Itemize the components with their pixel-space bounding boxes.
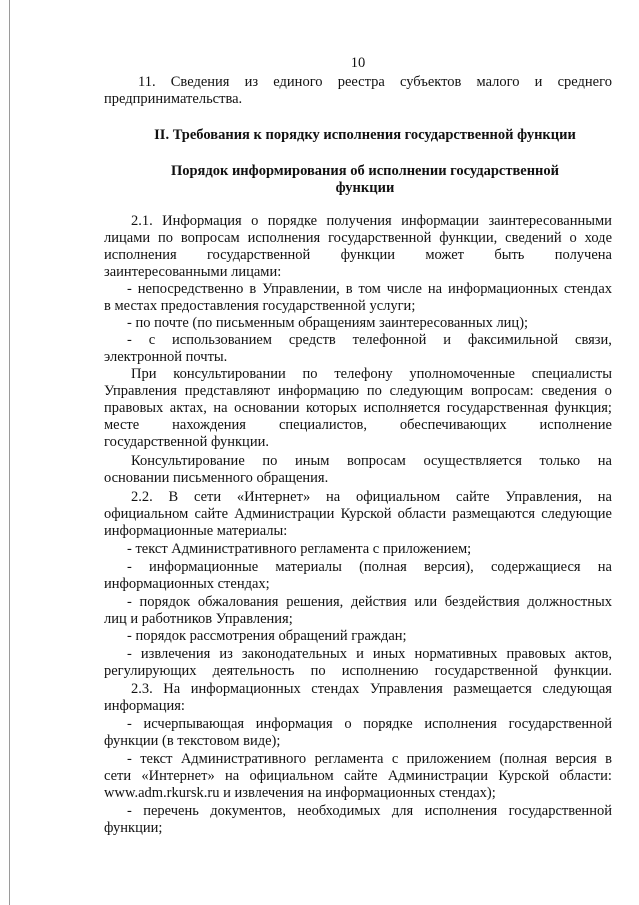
word: информацию xyxy=(278,383,360,399)
word: по xyxy=(302,366,318,382)
body-line: государственной функции. xyxy=(104,434,269,450)
word: приложением xyxy=(406,751,491,767)
word: Консультирование xyxy=(131,453,245,469)
word: на xyxy=(427,281,443,297)
word: регламента xyxy=(314,751,384,767)
word: том xyxy=(358,281,381,297)
word: Курской xyxy=(340,506,392,522)
body-line: основании письменного обращения. xyxy=(104,470,329,486)
word: Сведения xyxy=(170,74,230,90)
word: телефону xyxy=(334,366,393,382)
list-item-11-line-1 xyxy=(138,74,612,91)
word: материалы xyxy=(275,559,342,575)
body-line xyxy=(131,681,612,698)
word: информационных xyxy=(448,281,559,297)
word: стендах xyxy=(311,681,360,697)
list-item-11-line-2: предпринимательства. xyxy=(104,91,243,107)
word: представляют xyxy=(184,383,271,399)
body-line xyxy=(127,559,612,576)
word: Администрации xyxy=(234,506,335,522)
word: которых xyxy=(306,400,358,416)
word: о xyxy=(569,230,577,246)
word: 2.2. xyxy=(131,489,153,505)
word: содержащиеся xyxy=(490,559,581,575)
word: сети xyxy=(104,768,132,784)
word: государственной xyxy=(434,663,538,679)
word: - xyxy=(127,646,132,662)
word: исполнению xyxy=(341,663,419,679)
body-line: функции; xyxy=(104,820,163,836)
word: числе xyxy=(386,281,422,297)
body-line xyxy=(131,366,612,383)
word: Управлении, xyxy=(262,281,340,297)
word: версия xyxy=(555,751,597,767)
word: Информация xyxy=(162,213,242,229)
word: нормативных xyxy=(414,646,498,662)
word: деятельность xyxy=(212,663,295,679)
word: необходимых xyxy=(297,803,381,819)
word: непосредственно xyxy=(137,281,244,297)
word: - xyxy=(127,751,132,767)
word: исполнение xyxy=(539,417,612,433)
word: действия xyxy=(351,594,407,610)
body-line xyxy=(104,768,612,785)
word: При xyxy=(131,366,157,382)
word: информационных xyxy=(190,681,301,697)
word: Управления xyxy=(369,681,443,697)
word: о xyxy=(251,213,259,229)
body-line: заинтересованными лицами: xyxy=(104,264,282,280)
word: из xyxy=(219,646,233,662)
word: использованием xyxy=(172,332,272,348)
body-line xyxy=(104,230,612,247)
word: о xyxy=(344,716,352,732)
word: области xyxy=(397,506,447,522)
word: в xyxy=(605,751,612,767)
word: - xyxy=(127,803,132,819)
word: средств xyxy=(288,332,336,348)
word: государственной xyxy=(508,803,612,819)
body-line xyxy=(127,751,612,768)
word: сайте xyxy=(194,506,229,522)
body-line xyxy=(104,400,612,417)
word: стендах xyxy=(563,281,612,297)
word: обжалования xyxy=(197,594,279,610)
word: Администрации xyxy=(387,768,489,784)
word: извлечения xyxy=(140,646,211,662)
word: на xyxy=(224,768,240,784)
word: 2.1. xyxy=(131,213,153,229)
word: законодательных xyxy=(241,646,348,662)
word: государственная xyxy=(446,400,549,416)
word: по xyxy=(366,383,382,399)
word: порядок xyxy=(139,594,191,610)
word: версия), xyxy=(424,559,474,575)
body-line xyxy=(127,716,612,733)
word: правовых xyxy=(506,646,566,662)
word: и xyxy=(443,332,452,348)
word: малого xyxy=(476,74,520,90)
word: в xyxy=(249,281,257,297)
word: уполномоченные xyxy=(409,366,515,382)
body-line: информация: xyxy=(104,698,185,714)
word: официальном xyxy=(104,506,189,522)
body-line xyxy=(104,417,612,434)
word: информации xyxy=(401,213,480,229)
word: получена xyxy=(554,247,612,263)
word: с xyxy=(148,332,156,348)
word: в xyxy=(345,281,353,297)
word: «Интернет» xyxy=(236,489,311,505)
word: на xyxy=(597,489,612,505)
word: (полная xyxy=(359,559,407,575)
body-line xyxy=(127,646,612,663)
body-line: в местах предоставления государственной услуги; xyxy=(104,298,416,314)
word: порядке xyxy=(267,213,318,229)
word: актов, xyxy=(574,646,612,662)
word: (полная xyxy=(499,751,548,767)
word: текст xyxy=(140,751,173,767)
word: для xyxy=(391,803,414,819)
word: вопросам xyxy=(180,230,240,246)
word: нахождения xyxy=(172,417,246,433)
word: субъектов xyxy=(400,74,462,90)
subheading-line-2: функции xyxy=(335,180,395,196)
word: - xyxy=(127,281,132,297)
body-line: - порядок рассмотрения обращений граждан; xyxy=(127,628,407,644)
body-line xyxy=(127,594,612,611)
word: официальном xyxy=(249,768,334,784)
word: и xyxy=(534,74,543,90)
body-line xyxy=(131,453,612,470)
word: ходе xyxy=(584,230,612,246)
word: бездействия xyxy=(444,594,520,610)
word: функции. xyxy=(554,663,612,679)
word: единого xyxy=(273,74,323,90)
word: регулирующих xyxy=(104,663,197,679)
word: исчерпывающая xyxy=(143,716,245,732)
word: на xyxy=(326,489,341,505)
word: реестра xyxy=(337,74,385,90)
word: На xyxy=(163,681,181,697)
word: исполнения xyxy=(247,230,321,246)
word: Управления xyxy=(104,383,177,399)
word: по xyxy=(310,663,326,679)
word: 11. xyxy=(138,74,156,90)
word: месте xyxy=(104,417,140,433)
word: сайте xyxy=(456,489,490,505)
word: осуществляется xyxy=(423,453,522,469)
word: «Интернет» xyxy=(141,768,215,784)
body-line xyxy=(131,489,612,506)
body-line: информационных стендах; xyxy=(104,576,270,592)
body-line: - текст Административного регламента с приложением; xyxy=(127,541,472,557)
word: решения, xyxy=(286,594,344,610)
word: о xyxy=(604,383,612,399)
word: перечень xyxy=(143,803,199,819)
word: исполняется xyxy=(363,400,441,416)
word: факсимильной xyxy=(467,332,559,348)
word: основании xyxy=(234,400,300,416)
word: на xyxy=(597,453,612,469)
body-line xyxy=(104,383,612,400)
word: - xyxy=(127,332,132,348)
page-number: 10 xyxy=(350,55,366,71)
body-line: www.adm.rkursk.ru и извлечения на информационных стендах); xyxy=(104,785,496,801)
word: среднего xyxy=(557,74,612,90)
word: сети xyxy=(193,489,222,505)
word: или xyxy=(414,594,438,610)
word: быть xyxy=(494,247,525,263)
word: с xyxy=(391,751,399,767)
word: по xyxy=(262,453,278,469)
word: следующие xyxy=(541,506,612,522)
body-line: - по почте (по письменным обращениям заинтересованных лиц); xyxy=(127,315,529,331)
word: вопросам: xyxy=(470,383,534,399)
word: Административного xyxy=(180,751,307,767)
word: В xyxy=(168,489,179,505)
word: государственной xyxy=(328,230,432,246)
word: может xyxy=(425,247,465,263)
word: следующая xyxy=(542,681,612,697)
word: иных xyxy=(372,646,406,662)
word: Управления, xyxy=(505,489,582,505)
word: актах, xyxy=(169,400,207,416)
word: функция; xyxy=(554,400,612,416)
word: следующим xyxy=(389,383,464,399)
word: государственной xyxy=(508,716,612,732)
word: 2.3. xyxy=(131,681,153,697)
word: информационные xyxy=(149,559,259,575)
word: размещается xyxy=(453,681,532,697)
word: - xyxy=(127,559,132,575)
word: области: xyxy=(559,768,612,784)
word: получения xyxy=(326,213,392,229)
word: специалистов, xyxy=(278,417,367,433)
word: государственной xyxy=(206,247,311,263)
body-line: функции (в текстовом виде); xyxy=(104,733,281,749)
scan-edge-line xyxy=(9,0,10,905)
body-line: электронной почты. xyxy=(104,349,228,365)
word: связи, xyxy=(575,332,612,348)
word: из xyxy=(244,74,259,90)
word: должностных xyxy=(527,594,612,610)
word: исполнения xyxy=(104,247,177,263)
word: сведений xyxy=(505,230,562,246)
body-line xyxy=(127,281,612,298)
word: исполнения xyxy=(424,716,497,732)
word: лицами xyxy=(104,230,151,246)
section-heading: II. Требования к порядку исполнения государственной функции xyxy=(154,127,576,143)
body-line xyxy=(104,247,612,264)
word: функции, xyxy=(439,230,498,246)
word: вопросам xyxy=(347,453,406,469)
body-line xyxy=(104,506,612,523)
body-line xyxy=(104,663,612,680)
word: на xyxy=(597,559,612,575)
word: документов, xyxy=(210,803,287,819)
word: функции xyxy=(340,247,396,263)
word: официальном xyxy=(355,489,441,505)
word: на xyxy=(213,400,228,416)
word: только xyxy=(539,453,581,469)
word: сведения xyxy=(541,383,597,399)
subheading-line-1: Порядок информирования об исполнении государственной xyxy=(170,163,560,179)
word: по xyxy=(158,230,174,246)
word: специалисты xyxy=(531,366,612,382)
word: обеспечивающих xyxy=(399,417,507,433)
word: - xyxy=(127,716,132,732)
word: правовых xyxy=(104,400,164,416)
word: и xyxy=(356,646,364,662)
word: иным xyxy=(294,453,330,469)
word: заинтересованными xyxy=(488,213,612,229)
word: телефонной xyxy=(352,332,427,348)
word: сайте xyxy=(343,768,378,784)
word: порядке xyxy=(363,716,413,732)
body-line xyxy=(131,213,612,230)
word: Курской xyxy=(498,768,550,784)
word: консультировании xyxy=(173,366,286,382)
word: информация xyxy=(255,716,333,732)
word: исполнения xyxy=(424,803,498,819)
body-line: информационные материалы: xyxy=(104,523,288,539)
word: размещаются xyxy=(452,506,536,522)
word: - xyxy=(127,594,132,610)
body-line: лиц и работников Управления; xyxy=(104,611,293,627)
body-line xyxy=(127,332,612,349)
body-line xyxy=(127,803,612,820)
